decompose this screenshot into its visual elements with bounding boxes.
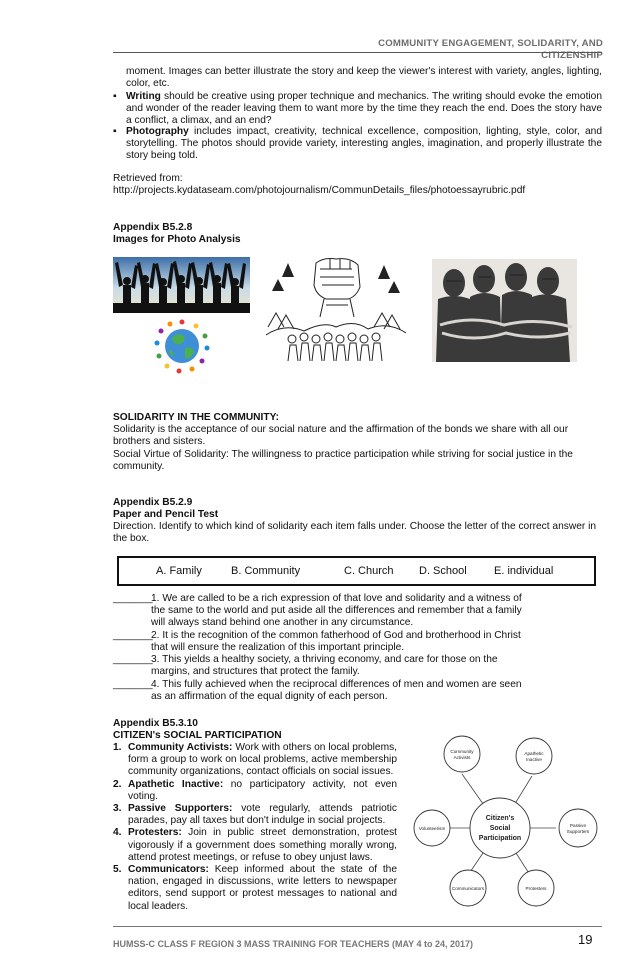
item-number: 1. bbox=[113, 742, 122, 753]
solidarity-virtue: Social Virtue of Solidarity: The willingness to practice participation while striving for social justice in the community. bbox=[113, 449, 573, 473]
running-header: COMMUNITY ENGAGEMENT, SOLIDARITY, AND CITIZENSHIP bbox=[378, 38, 603, 62]
retrieved-url: http://projects.kydataseam.com/photojournalism/CommunDetails_files/photoessayrubric.pdf bbox=[113, 185, 526, 196]
photo-silhouettes-sunset bbox=[113, 257, 250, 313]
bullet-marker: ▪ bbox=[113, 126, 117, 137]
solidarity-definition: Solidarity is the acceptance of our social nature and the affirmation of the bonds we share with all our brothers and sisters. bbox=[113, 424, 569, 448]
item-term: Community Activists: bbox=[128, 742, 233, 753]
appendix-title: Paper and Pencil Test bbox=[113, 509, 219, 520]
center-label: Participation bbox=[478, 835, 522, 842]
test-item bbox=[113, 593, 533, 630]
test-item bbox=[113, 679, 533, 703]
list-item bbox=[113, 779, 397, 803]
answer-blank[interactable]: _______ bbox=[113, 679, 153, 690]
test-direction: Direction. Identify to which kind of solidarity each item falls under. Choose the letter of the correct answer in the box. bbox=[113, 521, 597, 545]
list-item bbox=[113, 864, 397, 913]
item-text: Keep informed about the state of the nation, engaged in discussions, write letters to newspaper editors, send support or protest messages to national and local leaders. bbox=[128, 864, 397, 912]
bullet-text: includes impact, creativity, technical excellence, composition, lighting, style, color, and storytelling. The photos should provide variety, interesting angles, imagination, and properly illustrate the story being told. bbox=[126, 126, 602, 162]
node-label: Protesters bbox=[525, 886, 547, 891]
footer-text: HUMSS-C CLASS F REGION 3 MASS TRAINING FOR TEACHERS (MAY 4 to 24, 2017) bbox=[113, 939, 474, 949]
node-label: Apathetic bbox=[524, 751, 544, 756]
option-community: B. Community bbox=[231, 565, 301, 577]
item-term: Protesters: bbox=[128, 827, 182, 839]
item-number: 5. bbox=[113, 864, 122, 876]
test-item-text: 3. This yields a healthy society, a thriving economy, and care for those on the margins, and structures that protect the family. bbox=[151, 654, 498, 678]
header-rule bbox=[113, 52, 602, 53]
rubric-bullet-photography bbox=[113, 126, 602, 163]
option-church: C. Church bbox=[344, 565, 394, 577]
item-text: vote regularly, attends patriotic parades, pay all taxes but don't indulge in social projects. bbox=[128, 803, 397, 827]
appendix-code: Appendix B5.2.8 bbox=[113, 222, 193, 233]
item-term: Communicators: bbox=[128, 864, 209, 876]
node-label: Communicators bbox=[451, 886, 485, 891]
list-item bbox=[113, 742, 397, 779]
node-label: Inactive bbox=[526, 757, 542, 762]
participation-list bbox=[113, 742, 397, 913]
page-number: 19 bbox=[578, 932, 593, 947]
answer-blank[interactable]: _______ bbox=[113, 630, 153, 641]
center-label: Social bbox=[489, 825, 511, 832]
sketch-linked-arms bbox=[432, 259, 577, 362]
footer-rule bbox=[113, 926, 602, 927]
appendix-code: Appendix B5.3.10 bbox=[113, 718, 198, 729]
list-item bbox=[113, 803, 397, 827]
bullet-text: should be creative using proper technique and mechanics. The writing should evoke the emotion and wonder of the reader leaving them to want more by the time they reach the end. Does the story have a conflict, a climax, and an end? bbox=[126, 91, 602, 127]
item-number: 3. bbox=[113, 803, 122, 815]
rubric-continuation: moment. Images can better illustrate the story and keep the viewer's interest with variety, angles, lighting, color, etc. bbox=[126, 66, 602, 90]
retrieved-label: Retrieved from: bbox=[113, 173, 183, 184]
bullet-marker: ▪ bbox=[113, 91, 117, 102]
appendix-title: Images for Photo Analysis bbox=[113, 234, 241, 245]
node-passive-supporters bbox=[559, 809, 597, 847]
node-apathetic-inactive bbox=[516, 738, 552, 774]
item-term: Passive Supporters: bbox=[128, 803, 233, 815]
node-community-activists bbox=[444, 736, 480, 772]
item-number: 2. bbox=[113, 778, 122, 790]
appendix-title: CITIZEN's SOCIAL PARTICIPATION bbox=[113, 730, 282, 741]
list-item bbox=[113, 827, 397, 864]
test-item bbox=[113, 654, 533, 678]
test-item-text: 1. We are called to be a rich expression of that love and solidarity and a witness of the same to the world and put aside all the differences and remember that a family will always stand behind one another in any circumstance. bbox=[151, 593, 522, 629]
item-text: Work with others on local problems, form a group to work on local problems, active membership community organizations, contact officials on social issues. bbox=[128, 742, 397, 778]
solidarity-heading: SOLIDARITY IN THE COMMUNITY: bbox=[113, 412, 280, 423]
photo-globe-children bbox=[152, 316, 212, 376]
node-label: Volunteerism bbox=[418, 826, 446, 831]
item-number: 4. bbox=[113, 827, 122, 839]
node-label: Activists bbox=[453, 755, 471, 760]
bullet-term: Photography bbox=[126, 126, 189, 137]
option-school: D. School bbox=[419, 565, 467, 577]
option-individual: E. individual bbox=[494, 565, 554, 577]
rubric-bullet-writing bbox=[113, 91, 602, 128]
item-term: Apathetic Inactive: bbox=[128, 778, 224, 790]
item-text: Join in public street demonstration, protest vigorously if a government does something morally wrong, attend protest meetings, or refuse to obey unjust laws. bbox=[128, 827, 397, 863]
test-item-text: 2. It is the recognition of the common fatherhood of God and brotherhood in Christ that will ensure the realization of this important principle. bbox=[151, 630, 521, 654]
node-label: Passive bbox=[569, 823, 587, 828]
drawing-raised-fist-crowd bbox=[264, 257, 408, 362]
bullet-term: Writing bbox=[126, 91, 161, 102]
answer-options-box bbox=[117, 556, 596, 586]
option-family: A. Family bbox=[156, 565, 202, 577]
item-text: no participatory activity, not even voting. bbox=[128, 778, 397, 802]
answer-blank[interactable]: _______ bbox=[113, 593, 153, 604]
node-label: Supporters bbox=[566, 829, 590, 834]
answer-blank[interactable]: _______ bbox=[113, 654, 153, 665]
test-item bbox=[113, 630, 533, 654]
center-label: Citizen's bbox=[485, 815, 515, 822]
node-label: Community bbox=[450, 749, 474, 754]
test-item-text: 4. This fully achieved when the reciprocal differences of men and women are seen as an affirmation of the equal dignity of each person. bbox=[151, 679, 522, 703]
participation-diagram bbox=[412, 728, 604, 910]
appendix-code: Appendix B5.2.9 bbox=[113, 497, 193, 508]
